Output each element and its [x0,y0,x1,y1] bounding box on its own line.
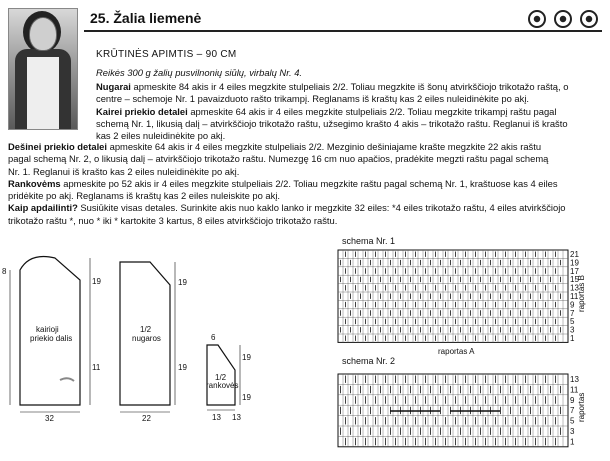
back-width: 22 [142,414,151,423]
row-number: 11 [570,385,579,395]
row-number: 5 [570,416,575,426]
left-front-piece [2,257,101,424]
row-number: 11 [570,292,579,301]
instructions-block-1 [96,81,568,142]
sleeve-width-2: 13 [232,413,241,422]
row-number: 13 [570,375,579,384]
left-front-height-3: 11 [92,363,101,372]
schema-1-grid [338,250,568,342]
sleeve-height-2: 19 [242,393,251,402]
row-number: 21 [570,250,579,259]
schema-1 [330,234,610,359]
row-number: 1 [570,334,575,343]
sleeve-label-1: 1/2 [215,373,227,382]
text-line: kas 2 eiles nuleidinėkite po akį. [96,130,226,142]
yarn-ball-icon [580,10,598,28]
sleeve-label-2: rankovės [206,381,239,390]
text-line: trikotažo raštu *, nuo * iki * kartokite 3 kartus, 8 eiles atvirkščiojo trikotažo raštu. [8,214,338,226]
left-front-width: 32 [45,414,54,423]
row-number: 3 [570,427,575,436]
yarn-ball-icon [528,10,546,28]
schema-1-title: schema Nr. 1 [342,236,396,246]
sleeve-piece [206,333,251,422]
row-number: 7 [570,308,575,318]
schema-2-side-label: raportas [577,392,586,422]
left-front-height-1: 8 [2,267,7,276]
left-front-label-2: priekio dalis [30,334,73,343]
row-number: 17 [570,266,579,276]
page-title: 25. Žalia liemenė [90,10,202,26]
text-line: Kaip apdailinti? Susiūkite visas detales. Surinkite akis nuo kaklo lanko ir megzkite 32 eiles: *4 eiles trikotažo raštu, 4 eiles atvirkščiojo [8,202,566,214]
text-line: Nugarai apmeskite 84 akis ir 4 eiles megzkite stulpeliais 2/2. Toliau megzkite iš šonų atvirkščiojo trikotažo raštą, o [96,81,569,92]
back-label-2: nugaros [132,334,161,343]
schema-2 [330,352,610,460]
text-line: Dešinei priekio detalei apmeskite 64 akis ir 4 eiles megzkite stulpeliais 2/2. Mezginio dešiniajame krašte megzkite 22 akis raštu [8,141,542,152]
instructions-block-2 [8,141,566,227]
back-height-2: 19 [178,363,187,372]
text-line: pridėkite po akį. Reglanams iš kraštų kas 2 eiles nuleiskite po akį. [8,190,281,202]
sleeve-width-1: 13 [212,413,221,422]
schema-1-bottom-label: raportas A [438,347,475,356]
text-line: schemą Nr. 1, likusią dalį – atvirkščiojo trikotažo raštu, užsegimo krašto 4 akis – trikotažo raštu. Reglanui iš krašto [96,117,568,129]
difficulty-icons [528,10,598,28]
text-line: centre – schemoje Nr. 1 pavaizduoto rašto trikampį. Reglanams iš kraštų kas 2 eiles nuleidinėkite po akį. [96,93,530,105]
row-number: 1 [570,437,575,447]
size-heading: KRŪTINĖS APIMTIS – 90 CM [96,49,237,60]
model-photo [8,8,78,130]
row-number: 15 [570,275,579,285]
sleeve-top-width: 6 [211,333,216,342]
pattern-pieces [0,240,300,461]
back-height-1: 19 [178,278,187,287]
schema-2-title: schema Nr. 2 [342,356,396,366]
left-front-label-1: kairioji [36,325,59,334]
row-number: 13 [570,283,579,293]
text-line: pagal schemą Nr. 2, o likusią dalį – atvirkščiojo trikotažo raštu. Numezgę 16 cm nuo apačios, pradėkite megzti raštu pagal schemą [8,153,549,165]
yarn-ball-icon [554,10,572,28]
yarn-info: Reikės 300 g žalių pusvilnonių siūlų, virbalų Nr. 4. [96,67,303,78]
row-number: 9 [570,395,575,405]
left-front-height-2: 19 [92,277,101,286]
back-label-1: 1/2 [140,325,152,334]
schema-1-side-label: raportas B [577,275,586,312]
row-number: 19 [570,258,579,268]
text-line: Rankovėms apmeskite po 52 akis ir 4 eiles megzkite stulpeliais 2/2. Toliau megzkite raštu pagal schemą Nr. 1, kraštuose kas 4 eiles [8,177,558,189]
text-line: Kairei priekio detalei apmeskite 64 akis ir 4 eiles megzkite stulpeliais 2/2. Toliau megzkite trikampį raštu pagal [96,105,557,117]
row-number: 7 [570,406,575,416]
row-number: 5 [570,317,575,327]
sleeve-height-1: 19 [242,353,251,362]
text-line: Nr. 1. Reglanui iš krašto kas 2 eiles nuleidinėkite po akį. [8,165,240,177]
back-piece [120,262,187,423]
row-number: 3 [570,325,575,335]
row-number: 9 [570,300,575,310]
schema-2-grid [338,374,568,447]
